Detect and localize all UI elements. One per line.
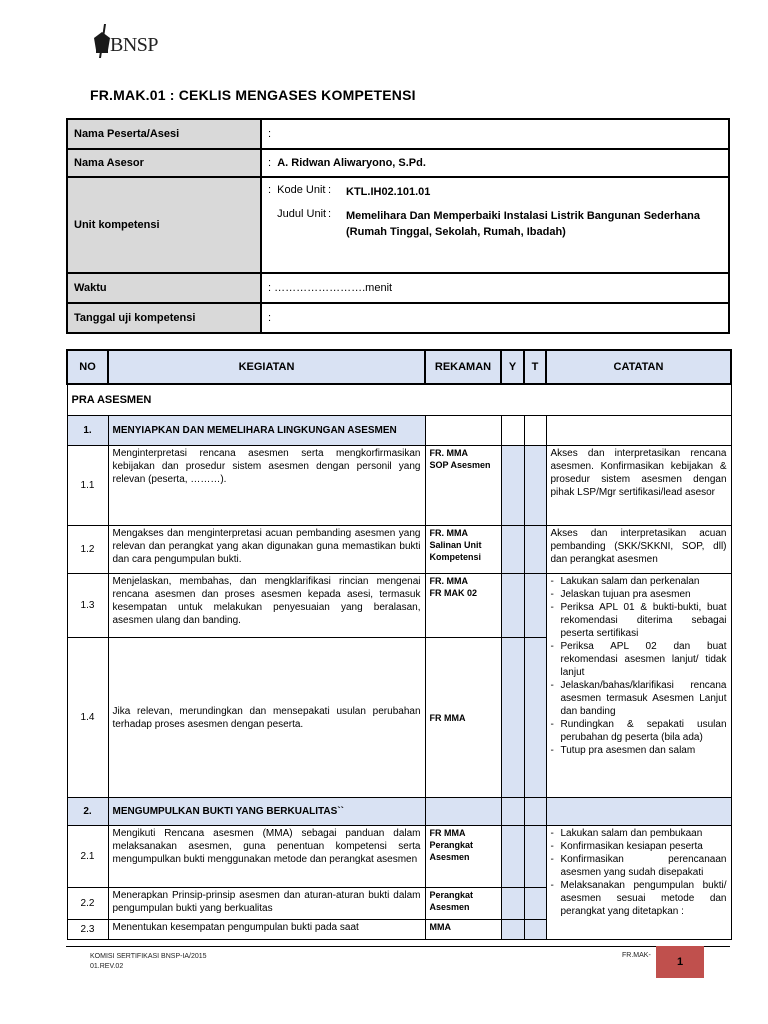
field-unit (261, 177, 729, 273)
list-item: - Periksa APL 01 & bukti-bukti, buat rekomendasi diterima sebagai peserta sertifikasi (551, 601, 727, 640)
checkbox-t-2-3[interactable] (524, 920, 546, 940)
checkbox-t-1-2[interactable] (524, 526, 546, 574)
table-row: 1.4 Jika relevan, merundingkan dan mensepakati usulan perubahan terhadap proses asesmen dengan peserta. FR MMA (67, 638, 731, 798)
label-asesor: Nama Asesor (67, 149, 261, 177)
kode-unit-value: KTL.IH02.101.01 (346, 186, 431, 198)
label-tanggal: Tanggal uji kompetensi (67, 303, 261, 333)
page-number: 1 (656, 946, 704, 978)
footer-left: KOMISI SERTIFIKASI BNSP-IA/2015 01.REV.02 (90, 953, 207, 970)
list-item: - Lakukan salam dan perkenalan (551, 575, 727, 588)
list-item: - Lakukan salam dan pembukaan (551, 827, 727, 840)
row-waktu (67, 273, 729, 303)
checkbox-t-1-1[interactable] (524, 446, 546, 526)
list-item: - Rundingkan & sepakati usulan perubahan dg peserta (bila ada) (551, 718, 727, 744)
table-row: 1.1 Menginterpretasi rencana asesmen serta mengkorfirmasikan kebijakan dan prosedur sistem asesmen dengan personil yang relevan (peserta, ………). FR. MMA SOP Asesmen Akses dan interpretasikan rencana asesmen. Konfirmasikan kebijakan & prosedur sistem asesmen dengan pihak LSP/Mgr sertifikasi/lead asesor (67, 446, 731, 526)
list-item: - Konfirmasikan kesiapan peserta (551, 840, 727, 853)
document-title: FR.MAK.01 : CEKLIS MENGASES KOMPETENSI (90, 87, 416, 103)
group-2-title: MENGUMPULKAN BUKTI YANG BERKUALITAS`` (108, 798, 425, 826)
catatan-list-2 (551, 827, 727, 918)
row-tanggal (67, 303, 729, 333)
checkbox-y-1-4[interactable] (501, 638, 524, 798)
table-header (67, 350, 731, 384)
checkbox-t-2-1[interactable] (524, 826, 546, 888)
col-rekaman: REKAMAN (425, 350, 501, 384)
logo-wordmark: BNSP (110, 34, 159, 56)
field-peserta[interactable]: : (261, 119, 729, 149)
field-waktu[interactable]: : …………………….menit (261, 273, 729, 303)
col-t: T (524, 350, 546, 384)
table-row: 1.3 Menjelaskan, membahas, dan mengklarifikasi rincian mengenai rencana asesmen dan proses asesmen kepada asesi, termasuk kesempatan untuk melakukan penyesuaian yang beralasan, asesmen ulang dan banding. FR. MMA FR MAK 02 - Lakukan salam dan perkenalan - Jelaskan tujuan pra asesmen - Periksa APL 01 & bukti-bukti, buat rekomendasi diterima sebagai peserta sertifikasi - Periksa APL 02 dan buat rekomendasi asesmen lanjut/ tidak lanjut - Jelaskan/bahas/klarifikasi rencana asesmen termasuk Asesmen Lanjut dan banding - Rundingkan & sepakati usulan perubahan dg peserta (bila ada) - Tutup pra asesmen dan salam (67, 574, 731, 638)
group-1-header: 1. MENYIAPKAN DAN MEMELIHARA LINGKUNGAN ASESMEN (67, 416, 731, 446)
checkbox-y-2-2[interactable] (501, 888, 524, 920)
checkbox-t-2-2[interactable] (524, 888, 546, 920)
list-item: - Periksa APL 02 dan buat rekomendasi asesmen lanjut/ tidak lanjut (551, 640, 727, 679)
field-tanggal[interactable]: : (261, 303, 729, 333)
table-row: 2.2 Menerapkan Prinsip-prinsip asesmen dan aturan-aturan bukti dalam pengumpulan bukti yang berkualitas Perangkat Asesmen (67, 888, 731, 920)
col-kegiatan: KEGIATAN (108, 350, 425, 384)
checkbox-t-1-3[interactable] (524, 574, 546, 638)
group-2-header: 2. MENGUMPULKAN BUKTI YANG BERKUALITAS`` (67, 798, 731, 826)
list-item: - Konfirmasikan perencanaan asesmen yang sudah disepakati (551, 853, 727, 879)
row-asesor (67, 149, 729, 177)
judul-unit-value: Memelihara Dan Memperbaiki Instalasi Listrik Bangunan Sederhana (Rumah Tinggal, Sekolah, Rumah, Ibadah) (346, 210, 700, 238)
label-peserta: Nama Peserta/Asesi (67, 119, 261, 149)
label-unit: Unit kompetensi (67, 177, 261, 273)
field-asesor[interactable]: : A. Ridwan Aliwaryono, S.Pd. (261, 149, 729, 177)
catatan-list-1 (551, 575, 727, 757)
section-pra-asesmen: PRA ASESMEN (67, 384, 731, 416)
checkbox-y-2-3[interactable] (501, 920, 524, 940)
checkbox-y-2-1[interactable] (501, 826, 524, 888)
checkbox-t-1-4[interactable] (524, 638, 546, 798)
table-row: 2.1 Mengikuti Rencana asesmen (MMA) sebagai panduan dalam melaksanakan asesmen, guna penentuan kompetensi serta mengumpulkan bukti menggunakan metode dan perangkat asesmen FR MMA Perangkat Asesmen - Lakukan salam dan pembukaan - Konfirmasikan kesiapan peserta - Konfirmasikan perencanaan asesmen yang sudah disepakati - Melaksanakan pengumpulan bukti/ asesmen sesuai metode dan perangkat yang ditetapkan : (67, 826, 731, 888)
list-item: - Jelaskan/bahas/klarifikasi rencana asesmen termasuk Asesmen Lanjut dan banding (551, 679, 727, 718)
footer-divider (66, 946, 730, 947)
asesor-name: A. Ridwan Aliwaryono, S.Pd. (277, 157, 426, 169)
label-waktu: Waktu (67, 273, 261, 303)
bnsp-logo (90, 22, 170, 66)
row-unit (67, 177, 729, 273)
table-row: 2.3 Menentukan kesempatan pengumpulan bukti pada saat MMA (67, 920, 731, 940)
kode-unit-line: : Kode Unit : KTL.IH02.101.01 (268, 184, 722, 200)
catatan-pra-asesmen (546, 574, 731, 798)
checkbox-y-1-3[interactable] (501, 574, 524, 638)
judul-unit-line: Judul Unit : Memelihara Dan Memperbaiki Instalasi Listrik Bangunan Sederhana (Rumah Tinggal, Sekolah, Rumah, Ibadah) (268, 208, 722, 240)
row-peserta (67, 119, 729, 149)
col-no: NO (67, 350, 108, 384)
list-item: - Tutup pra asesmen dan salam (551, 744, 727, 757)
catatan-bukti (546, 826, 731, 940)
list-item: - Jelaskan tujuan pra asesmen (551, 588, 727, 601)
checkbox-y-1-2[interactable] (501, 526, 524, 574)
info-table (66, 118, 730, 334)
col-y: Y (501, 350, 524, 384)
group-1-title: MENYIAPKAN DAN MEMELIHARA LINGKUNGAN ASESMEN (108, 416, 425, 446)
checkbox-y-1-1[interactable] (501, 446, 524, 526)
list-item: - Melaksanakan pengumpulan bukti/ asesmen sesuai metode dan perangkat yang ditetapkan : (551, 879, 727, 918)
footer-form-code: FR.MAK- (622, 952, 651, 959)
checklist-table (66, 349, 732, 940)
table-row: 1.2 Mengakses dan menginterpretasi acuan pembanding asesmen yang relevan dan perangkat yang akan digunakan guna memastikan bukti dan cara pengumpulan bukti. FR. MMA Salinan Unit Kompetensi Akses dan interpretasikan acuan pembanding (SKK/SKKNI, SOP, dll) dan perangkat asesmen (67, 526, 731, 574)
col-catatan: CATATAN (546, 350, 731, 384)
